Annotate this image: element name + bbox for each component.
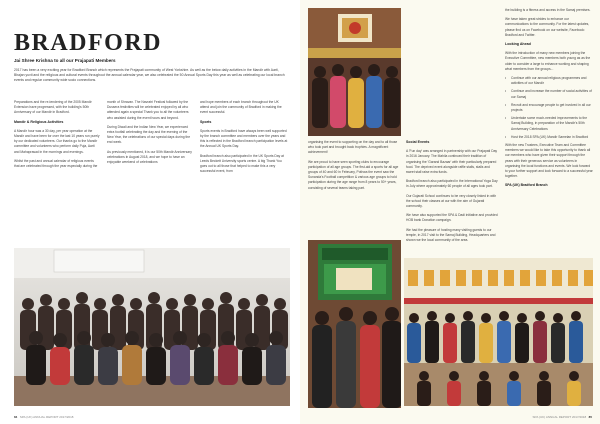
right-column-2: [406, 140, 498, 247]
paragraph: Bradford branch also participated in the International Yoga Day in July where approximately 60 people of all ages took part.: [406, 179, 498, 189]
left-column-2: [107, 100, 193, 169]
paragraph: During Diwali and the Indian New Year, we experienced extra footfall celebrating the day and the evening of the New Year, the celebrations of our special days during the end week.: [107, 124, 191, 145]
left-column-3: [200, 100, 288, 178]
paragraph: We have taken great strides to enhance our communications to the community. For the latest updates, please find us on Facebook on our website, Facebook: Bradford and Twitter.: [505, 17, 590, 37]
paragraph: We are proud to have seen sporting clubs to encourage participation of all age groups. The first-aid a sports for all age groups of 40 and 60 in February, Pothwa the event saw the Sunanda's Football competition & various age groups to hold participation during the age range from 8 years to 50+ years, consisting of several teams taking part.: [308, 159, 399, 190]
list-item: • Continue with our annual religious programmes and activities of our Mandir: [505, 76, 593, 86]
list-item: • Host the 2018 SPA (UK) Mandir Samelan in Bradford: [505, 135, 593, 140]
poster-photo: [308, 240, 401, 408]
section-heading: Social Events: [406, 140, 430, 144]
paragraph: A 'Fun day' was arranged in partnership with our Prajapati Day in 2016 January. The Mahila continued their tradition of organising the 'Garand Bazaar' with their particularly prepared food. The deprived event alongside raffle stalls, stalls and sweet stall raise extra funds.: [406, 149, 498, 175]
paragraph: Whilst the past and annual calendar of religious events that are celebrated through the year especially during the: [14, 158, 98, 169]
right-column-3: [505, 8, 593, 193]
hall-event-photo-illustration: [404, 258, 593, 406]
paragraph: organising the event to supporting on the day and to all those who took part and brought back trophies. A magnificent achievement!: [308, 140, 398, 155]
event-photo-top: [308, 8, 401, 136]
page-subtitle: Jai Shree Krishna to all our Prajapati Members: [14, 58, 116, 63]
paragraph: Sports events in Bradford have always been well supported by the branch committee and members over the years and this is reflected in the Bradford branch participation levels at the Annual UK Sports Day.: [200, 128, 288, 149]
left-column-1: [14, 100, 100, 173]
group-photo-illustration: [14, 248, 290, 406]
paragraph: and hope members of each branch throughout the UK attend and join the community of Bradford in making the event successful.: [200, 100, 282, 115]
paragraph: As previously mentioned, it is our 50th Mandir Anniversary celebrations in August 2018, and we hope to have an enjoyable weekend of celebrations: [107, 149, 192, 165]
section-heading: Looking Ahead: [505, 42, 531, 47]
paragraph: We had the pleasure of hosting many visiting guests to our temple, in 2017 visit to the Samaj Building, Headquarters and shown we the local community of the area.: [406, 227, 496, 243]
list-item: • Undertake some much-needed improvements to the Samaj Building, in preparation of the Mandir's 50th Anniversary Celebrations: [505, 116, 593, 132]
hall-event-photo: [404, 258, 593, 406]
section-heading: Sports: [200, 119, 212, 124]
intro-paragraph: 2017 has been a very exciting year for Bradford Branch which represents the Prajapati community of West Yorkshire. As well as the below daily activities in the Mandir with Aarti, Bhajan yuvti and the religious and cultural events throughout the annual calendar year, we also celebrated the 50 Annual Sports Day this year as well as celebrating our local branch events and regular community wide socio connections.: [14, 68, 285, 82]
list-item: • Continue and increase the number of social activities of our Samaj: [505, 89, 593, 99]
section-heading: Mandir & Religious Activities: [14, 119, 64, 124]
paragraph: Bradford branch also participated in the UK Sports Day at Leeds Beckett University sports centre. A big Thank You goes out to all those that helped to make this a very successful event, from: [200, 153, 284, 174]
celebration-photo-illustration: [404, 8, 500, 136]
list-item: • Recruit and encourage people to get involved in all our projects: [505, 103, 593, 113]
paragraph: the building is a fitness and access in the Samaj premises.: [505, 8, 591, 12]
paragraph: With the new Trustees, Executive Team and Committee members we would like to take this opportunity to thank all our members who have given their support through the years with their generous service as volunteers in organising the local functions and events. We look forward to your further support and look forward to a successful year together.: [505, 143, 593, 179]
paragraph: month of Shravan. The Navratri Festival followed by the Dussera festivities will be celebrated enjoyed by all who attended again a special Thank you to all the volunteers who assisted during the event hours and beyond.: [107, 100, 189, 120]
paragraph: We have also supported the SPA & Dadi initiative and provided HOB bank Donation campaign.: [406, 213, 498, 223]
left-footer: [14, 415, 73, 419]
paragraph: Preparations and the re-tendering of the 2005 Mandir Extension have progressed, with the building's 50th Anniversary of our Mandir in Bradford.: [14, 100, 92, 115]
right-footer: [533, 415, 592, 419]
celebration-photo: [404, 8, 500, 136]
right-page: [300, 0, 600, 424]
paragraph: With the introduction of many new members joining the Executive Committee, new members both young as as the older to consider a large to enhance working and shaping what members from the groups...: [505, 51, 591, 71]
group-photo: [14, 248, 290, 406]
page-title: BRADFORD: [14, 30, 162, 56]
paragraph: Our Gujarati School continues to be very closely linked in with the school their classes at our with the aim of Gujarati community.: [406, 193, 497, 209]
signature: SPA (UK) Bradford Branch: [505, 183, 548, 188]
footer-label: SPA (UK) ANNUAL REPORT 2017/2018: [532, 415, 587, 419]
event-photo-top-illustration: [308, 8, 401, 136]
footer-label: SPA (UK) ANNUAL REPORT 2017/2018: [19, 415, 74, 419]
page-number: 84: [14, 415, 18, 419]
paragraph: A Mandir hour was a 30 day, per year operation at the Mandir and have been for over the last 10 years run purely by our dedicated volunteers. Our thanks go to the Mandir committee and volunteers who perform daily Puja, Aarti and Mahaprasad in the mornings and evenings.: [14, 128, 100, 154]
goals-list: [505, 76, 593, 140]
right-column-1: [308, 140, 401, 195]
page-number: 85: [588, 415, 592, 419]
poster-photo-illustration: [308, 240, 401, 408]
